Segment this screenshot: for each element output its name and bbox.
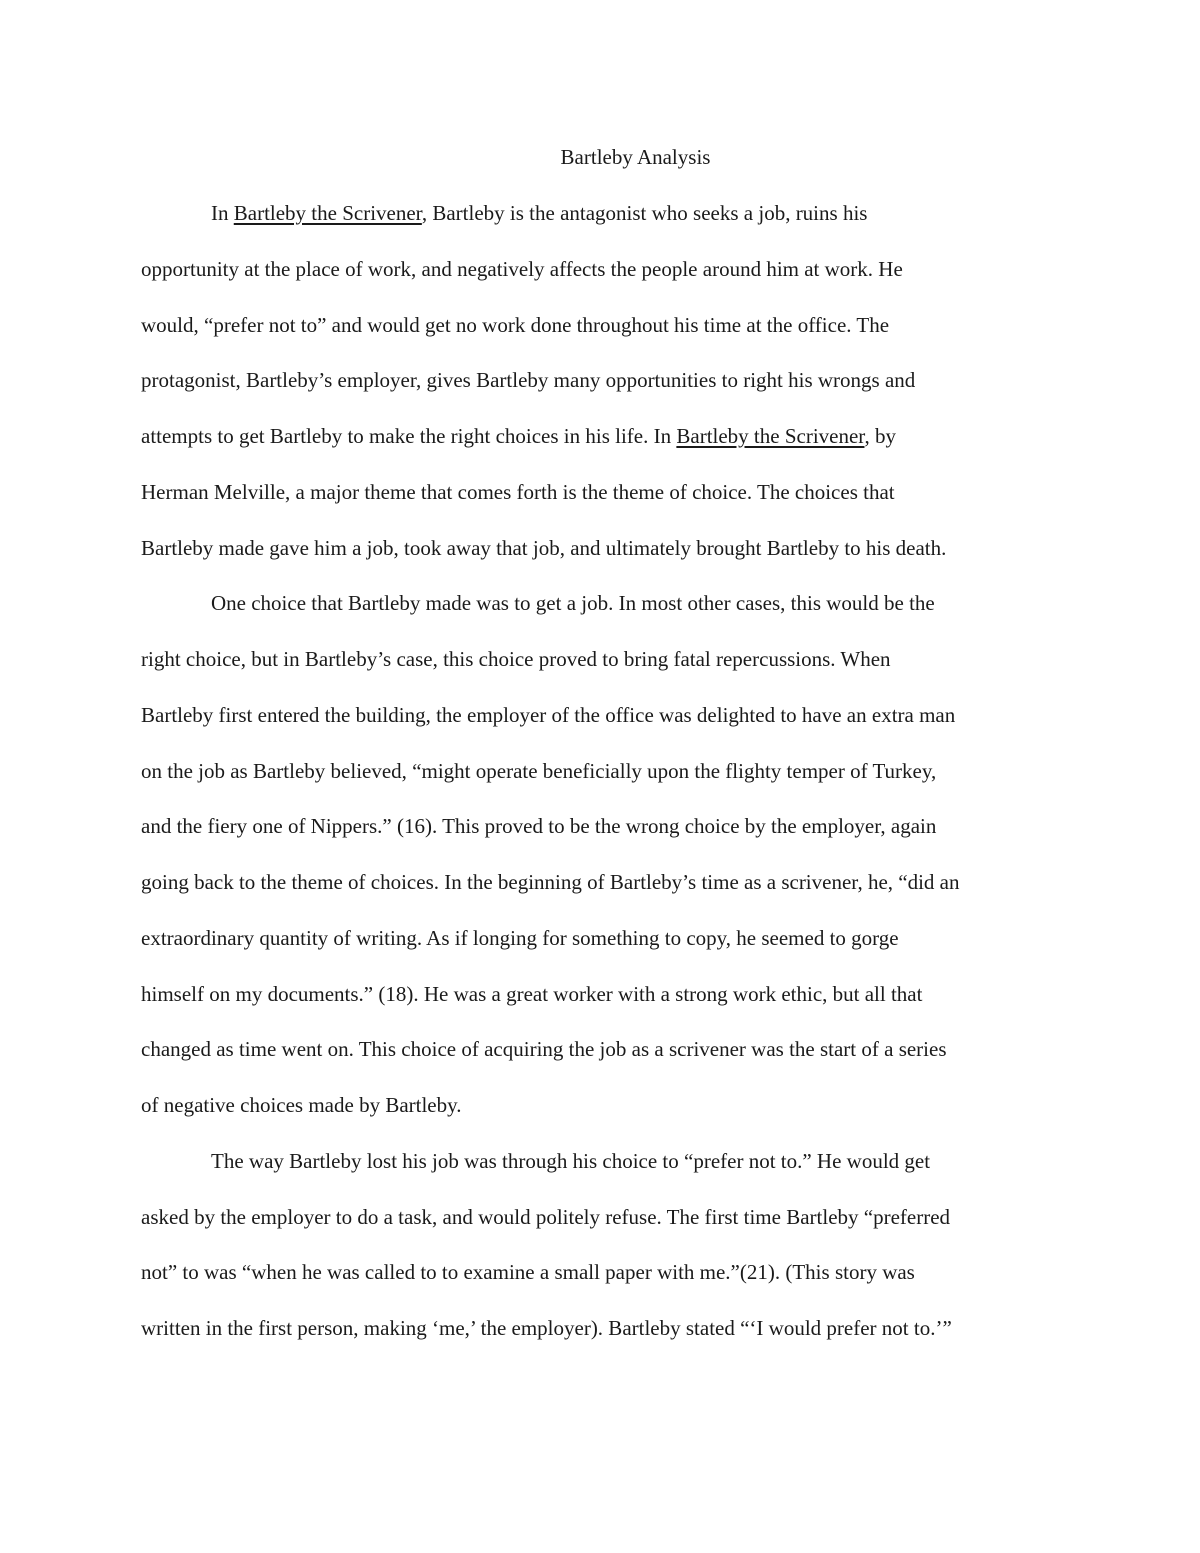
body-line xyxy=(141,757,936,785)
text-run: The way Bartleby lost his job was through his choice to “prefer not to.” He would get xyxy=(211,1148,931,1173)
body-line xyxy=(141,422,896,450)
text-run: One choice that Bartleby made was to get a job. In most other cases, this would be the xyxy=(211,591,935,616)
body-line xyxy=(141,311,889,339)
text-run: asked by the employer to do a task, and would politely refuse. The first time Bartleby “preferred xyxy=(141,1204,951,1229)
body-line xyxy=(141,1203,950,1231)
text-run: himself on my documents.” (18). He was a great worker with a strong work ethic, but all that xyxy=(141,981,923,1006)
book-title: Bartleby the Scrivener xyxy=(676,424,865,448)
text-run: Bartleby made gave him a job, took away that job, and ultimately brought Bartleby to his death. xyxy=(141,535,947,560)
text-run: opportunity at the place of work, and negatively affects the people around him at work. He xyxy=(141,256,903,281)
body-line xyxy=(141,478,895,506)
text-run: and the fiery one of Nippers.” (16). This proved to be the wrong choice by the employer, again xyxy=(141,814,937,839)
text-run: would, “prefer not to” and would get no work done throughout his time at the office. The xyxy=(141,312,890,337)
body-line xyxy=(211,199,867,227)
text-run: , Bartleby is the antagonist who seeks a job, ruins his xyxy=(421,201,868,225)
body-line xyxy=(211,1147,930,1175)
body-line xyxy=(141,366,915,394)
body-line xyxy=(141,868,960,896)
document-title: Bartleby Analysis xyxy=(560,145,711,169)
text-run: not” to was “when he was called to to examine a small paper with me.”(21). (This story was xyxy=(141,1260,915,1285)
body-line xyxy=(141,812,936,840)
body-line xyxy=(141,1091,462,1119)
body-line xyxy=(141,924,899,952)
text-run: , by xyxy=(864,424,896,448)
body-line xyxy=(211,589,935,617)
body-line xyxy=(141,1314,952,1342)
body-line xyxy=(141,255,903,283)
text-run: Bartleby first entered the building, the employer of the office was delighted to have an extra man xyxy=(141,702,956,727)
body-line xyxy=(141,645,891,673)
text-run: attempts to get Bartleby to make the right choices in his life. In xyxy=(141,424,677,448)
text-run: extraordinary quantity of writing. As if longing for something to copy, he seemed to gorge xyxy=(141,925,899,950)
book-title: Bartleby the Scrivener xyxy=(233,201,422,225)
text-run: changed as time went on. This choice of acquiring the job as a scrivener was the start of a series xyxy=(141,1037,947,1062)
body-line xyxy=(141,1035,947,1063)
text-run: Herman Melville, a major theme that comes forth is the theme of choice. The choices that xyxy=(141,479,895,504)
text-run: right choice, but in Bartleby’s case, this choice proved to bring fatal repercussions. When xyxy=(141,647,891,671)
body-line xyxy=(141,701,955,729)
text-run: of negative choices made by Bartleby. xyxy=(141,1093,462,1117)
text-run: protagonist, Bartleby’s employer, gives Bartleby many opportunities to right his wrongs and xyxy=(141,368,916,393)
text-run: written in the first person, making ‘me,’ the employer). Bartleby stated “‘I would prefer not to.’” xyxy=(141,1316,952,1340)
text-run: on the job as Bartleby believed, “might operate beneficially upon the flighty temper of Turkey, xyxy=(141,758,937,783)
text-run: going back to the theme of choices. In the beginning of Bartleby’s time as a scrivener, he, “did an xyxy=(141,870,960,894)
body-line xyxy=(141,1258,915,1286)
body-line xyxy=(141,980,922,1008)
text-run: In xyxy=(211,201,234,225)
body-line xyxy=(141,534,946,562)
